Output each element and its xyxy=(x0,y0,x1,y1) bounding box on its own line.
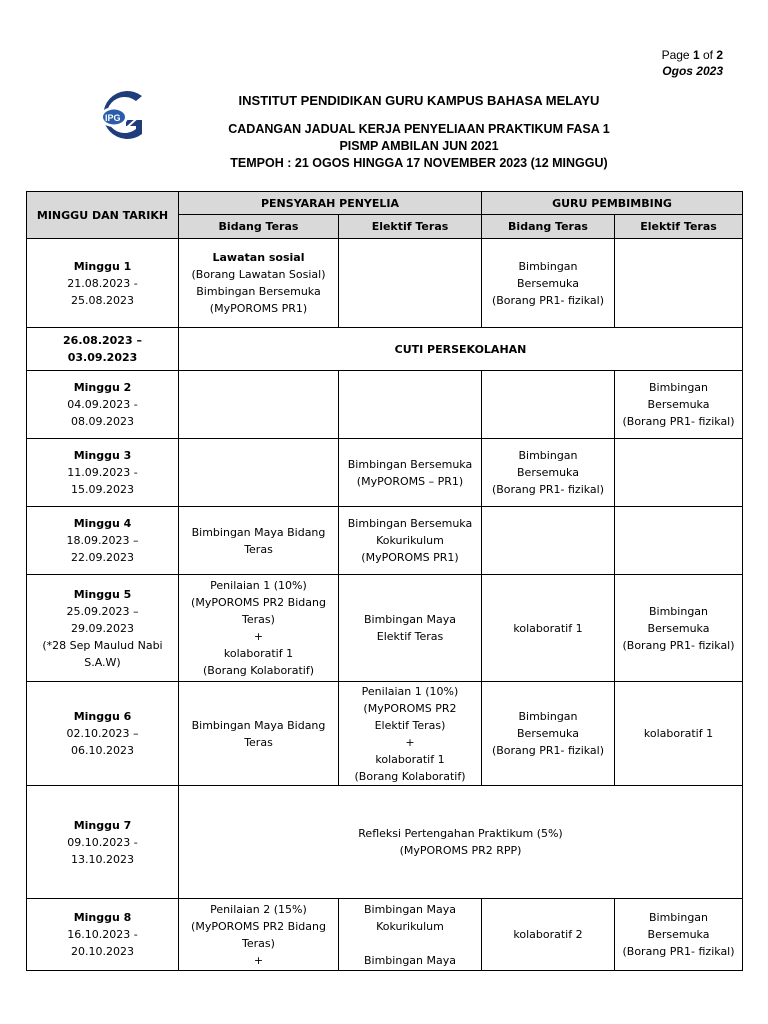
week-label: Minggu 6 xyxy=(73,710,132,723)
week-date: 08.09.2023 xyxy=(71,415,134,428)
week-date: S.A.W) xyxy=(84,655,121,669)
table-row xyxy=(27,371,743,439)
cell-line: Elektif Teras xyxy=(376,630,444,643)
logo-text: IPG xyxy=(105,113,121,123)
cell-line: kolaboratif 2 xyxy=(513,928,583,941)
cell-line: kolaboratif 1 xyxy=(513,621,583,635)
cell-line: + xyxy=(405,735,415,749)
week-date: 15.09.2023 xyxy=(71,483,134,496)
guru-bidang-cell xyxy=(482,239,615,328)
cell-line: Teras xyxy=(244,735,273,749)
cell-line: Bimbingan Maya xyxy=(363,902,456,916)
cell-line: kolaboratif 1 xyxy=(643,727,714,740)
week-label: Minggu 8 xyxy=(73,911,132,924)
cell-line: + xyxy=(253,953,264,967)
cell-line: Teras) xyxy=(242,936,275,950)
cell-line: (MyPOROMS PR2 Bidang xyxy=(191,596,326,609)
pensyarah-bidang-cell xyxy=(179,899,339,971)
week-label: Minggu 1 xyxy=(73,259,132,273)
pensyarah-bidang-cell xyxy=(179,439,339,507)
guru-elektif-cell xyxy=(615,575,743,682)
schedule-table xyxy=(26,191,743,971)
guru-elektif-cell xyxy=(615,899,743,971)
week-cell xyxy=(27,786,179,899)
week-date: 16.10.2023 - xyxy=(67,928,138,941)
pensyarah-elektif-cell xyxy=(339,371,482,439)
header-pensyarah: PENSYARAH PENYELIA xyxy=(179,192,482,215)
cell-line: Teras xyxy=(244,542,273,556)
cell-line: Bimbingan xyxy=(518,449,578,462)
pensyarah-elektif-cell xyxy=(339,507,482,575)
cell-line: Bimbingan xyxy=(648,604,709,618)
cell-line: Refleksi Pertengahan Praktikum (5%) xyxy=(358,827,563,840)
cell-line: Bimbingan Bersemuka xyxy=(347,457,473,471)
cell-line: (MyPOROMS PR2 xyxy=(363,701,457,715)
week-date: 09.10.2023 - xyxy=(67,835,138,849)
cell-line: Bimbingan Maya Bidang xyxy=(191,718,326,732)
page-info xyxy=(662,47,723,79)
week-date: 06.10.2023 xyxy=(71,744,134,757)
week-label: Minggu 5 xyxy=(73,587,132,601)
page-number: Page 1 of 2 xyxy=(661,48,723,62)
guru-elektif-cell xyxy=(615,682,743,786)
table-row xyxy=(27,507,743,575)
pensyarah-bidang-cell xyxy=(179,371,339,439)
cell-line: Teras) xyxy=(242,613,275,626)
week-cell xyxy=(27,328,179,371)
pensyarah-elektif-cell xyxy=(339,575,482,682)
pensyarah-bidang-cell xyxy=(179,682,339,786)
table-row xyxy=(27,899,743,971)
week-date: 21.08.2023 - xyxy=(67,276,138,290)
cell-line: Bersemuka xyxy=(517,466,579,479)
cell-line: Bimbingan Bersemuka xyxy=(347,517,473,530)
cell-line: (Borang Kolaboratif) xyxy=(203,664,314,677)
table-row xyxy=(27,439,743,507)
week-date: 03.09.2023 xyxy=(67,351,138,364)
cell-line: Bersemuka xyxy=(647,928,710,941)
cell-line: (Borang PR1- fizikal) xyxy=(491,744,605,757)
cell-line: Penilaian 2 (15%) xyxy=(210,902,307,916)
week-date: 25.09.2023 – xyxy=(66,604,139,618)
pensyarah-bidang-cell xyxy=(179,507,339,575)
title-line-2: PISMP AMBILAN JUN 2021 xyxy=(339,139,499,153)
week-date: 04.09.2023 - xyxy=(67,398,138,411)
week-label: Minggu 4 xyxy=(73,517,132,530)
institute-name: INSTITUT PENDIDIKAN GURU KAMPUS BAHASA MELAYU xyxy=(238,93,600,108)
cell-line: (MyPOROMS PR2 Bidang xyxy=(191,919,326,933)
week-date: (*28 Sep Maulud Nabi xyxy=(42,638,163,652)
week-date: 13.10.2023 xyxy=(71,852,134,866)
week-date: 11.09.2023 - xyxy=(67,466,138,479)
header-minggu: MINGGU DAN TARIKH xyxy=(27,192,179,239)
guru-elektif-cell xyxy=(615,439,743,507)
cell-line: Kokurikulum xyxy=(376,534,444,547)
pensyarah-elektif-cell xyxy=(339,682,482,786)
week-date: 02.10.2023 – xyxy=(66,727,139,740)
cell-line: Bimbingan xyxy=(518,259,578,273)
cell-line: (Borang Kolaboratif) xyxy=(354,769,466,783)
week-label: Minggu 2 xyxy=(73,381,132,394)
table-row xyxy=(27,328,743,371)
header-pensyarah-elektif: Elektif Teras xyxy=(339,215,482,239)
week-date: 29.09.2023 xyxy=(71,621,134,635)
week-date: 25.08.2023 xyxy=(71,293,134,307)
cell-line xyxy=(342,935,478,952)
pensyarah-elektif-cell xyxy=(339,439,482,507)
cell-line: Penilaian 1 (10%) xyxy=(210,579,307,592)
cell-line: Penilaian 1 (10%) xyxy=(361,684,459,698)
week-label: Minggu 7 xyxy=(73,818,132,832)
week-cell xyxy=(27,439,179,507)
cell-line: Bimbingan Maya xyxy=(363,613,456,626)
cell-line: (Borang PR1- fizikal) xyxy=(622,945,735,958)
header-guru-bidang: Bidang Teras xyxy=(482,215,615,239)
header-pensyarah-bidang: Bidang Teras xyxy=(179,215,339,239)
cell-line: + xyxy=(253,630,264,643)
week-date: 22.09.2023 xyxy=(71,551,134,564)
cell-line: Kokurikulum xyxy=(376,919,444,933)
cell-line: Bersemuka xyxy=(647,621,710,635)
cell-line: Bimbingan Maya Bidang xyxy=(191,525,326,539)
table-row xyxy=(27,575,743,682)
header-guru-elektif: Elektif Teras xyxy=(615,215,743,239)
cell-line: Bersemuka xyxy=(517,276,579,290)
guru-bidang-cell xyxy=(482,575,615,682)
week-cell xyxy=(27,899,179,971)
pensyarah-bidang-cell xyxy=(179,575,339,682)
guru-bidang-cell xyxy=(482,371,615,439)
table-row xyxy=(27,786,743,899)
week-label: Minggu 3 xyxy=(73,449,132,462)
reflection-cell xyxy=(179,786,743,899)
cell-line: Bimbingan Bersemuka xyxy=(196,285,321,298)
cell-line: (MyPOROMS – PR1) xyxy=(356,474,464,488)
cell-line: kolaboratif 1 xyxy=(223,647,294,660)
holiday-cell: CUTI PERSEKOLAHAN xyxy=(179,328,743,371)
cell-line: Bimbingan xyxy=(648,381,709,394)
title-line-1: CADANGAN JADUAL KERJA PENYELIAAN PRAKTIKUM FASA 1 xyxy=(228,122,610,136)
cell-line: (Borang PR1- fizikal) xyxy=(491,293,605,307)
guru-elektif-cell xyxy=(615,371,743,439)
cell-line: (MyPOROMS PR1) xyxy=(209,302,308,315)
cell-line: Bersemuka xyxy=(647,398,710,411)
guru-bidang-cell xyxy=(482,682,615,786)
week-cell xyxy=(27,507,179,575)
cell-line: Bimbingan xyxy=(648,911,709,924)
table-row xyxy=(27,239,743,328)
cell-line: Bersemuka xyxy=(517,727,579,740)
guru-elektif-cell xyxy=(615,239,743,328)
cell-line: (Borang PR1- fizikal) xyxy=(622,415,735,428)
cell-line: (Borang PR1- fizikal) xyxy=(491,483,605,496)
cell-line: (MyPOROMS PR1) xyxy=(361,551,459,564)
guru-bidang-cell xyxy=(482,507,615,575)
cell-line: (Borang Lawatan Sosial) xyxy=(191,268,326,281)
cell-line: Lawatan sosial xyxy=(212,251,305,264)
ipg-logo-icon xyxy=(92,90,146,140)
cell-line: (MyPOROMS PR2 RPP) xyxy=(399,844,522,857)
week-date: 26.08.2023 – xyxy=(63,334,142,347)
week-cell xyxy=(27,371,179,439)
week-date: 20.10.2023 xyxy=(71,945,134,958)
cell-line: Bimbingan Maya xyxy=(363,953,456,967)
guru-bidang-cell xyxy=(482,899,615,971)
cell-line: kolaboratif 1 xyxy=(375,752,445,766)
guru-bidang-cell xyxy=(482,439,615,507)
pensyarah-elektif-cell xyxy=(339,239,482,328)
title-line-3: TEMPOH : 21 OGOS HINGGA 17 NOVEMBER 2023 (12 MINGGU) xyxy=(230,156,608,170)
table-row xyxy=(27,682,743,786)
pensyarah-elektif-cell xyxy=(339,899,482,971)
cell-line: Bimbingan xyxy=(518,710,578,723)
cell-line: (Borang PR1- fizikal) xyxy=(622,638,735,652)
document-header xyxy=(150,92,688,172)
cell-line: Elektif Teras) xyxy=(374,718,446,732)
week-date: 18.09.2023 – xyxy=(66,534,139,547)
document-date: Ogos 2023 xyxy=(662,64,723,78)
header-guru: GURU PEMBIMBING xyxy=(482,192,743,215)
week-cell xyxy=(27,682,179,786)
guru-elektif-cell xyxy=(615,507,743,575)
week-cell xyxy=(27,239,179,328)
week-cell xyxy=(27,575,179,682)
pensyarah-bidang-cell xyxy=(179,239,339,328)
schedule-body xyxy=(27,239,743,971)
